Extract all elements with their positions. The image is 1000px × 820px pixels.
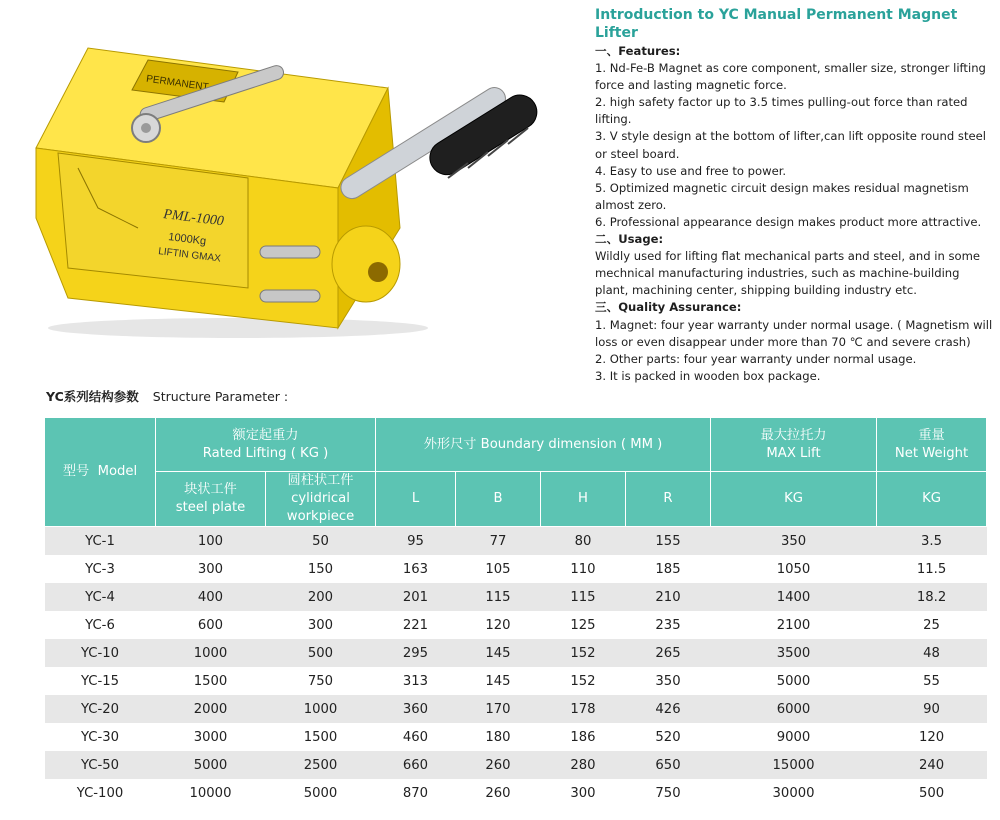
table-cell: 2100 <box>711 611 877 639</box>
table-cell: 120 <box>877 723 987 751</box>
col-header-B: B <box>456 472 541 527</box>
magnet-lifter-image <box>28 28 588 348</box>
table-cell: YC-3 <box>45 555 156 583</box>
table-cell: 30000 <box>711 779 877 807</box>
quality-item: 1. Magnet: four year warranty under normal usage. ( Magnetism will loss or even disappear under more than 70 ℃ and severe crash) <box>595 317 993 349</box>
table-cell: YC-50 <box>45 751 156 779</box>
table-cell: 1000 <box>266 695 376 723</box>
structure-label-en: Structure Parameter : <box>152 389 289 404</box>
table-cell: 5000 <box>266 779 376 807</box>
table-cell: 500 <box>266 639 376 667</box>
table-cell: 180 <box>456 723 541 751</box>
table-cell: YC-1 <box>45 527 156 556</box>
feature-item: 3. V style design at the bottom of lifter,can lift opposite round steel or steel board. <box>595 129 986 161</box>
table-row <box>45 639 987 667</box>
col-header-max-lift: 最大拉托力 MAX Lift <box>711 418 877 472</box>
table-cell: 295 <box>376 639 456 667</box>
table-cell: 1000 <box>156 639 266 667</box>
table-cell: 3.5 <box>877 527 987 556</box>
table-cell: 115 <box>541 583 626 611</box>
table-cell: 80 <box>541 527 626 556</box>
table-cell: 170 <box>456 695 541 723</box>
capacity-label: 1000Kg <box>167 231 207 248</box>
table-cell: 178 <box>541 695 626 723</box>
table-cell: 120 <box>456 611 541 639</box>
table-cell: 2000 <box>156 695 266 723</box>
table-cell: YC-6 <box>45 611 156 639</box>
table-cell: 6000 <box>711 695 877 723</box>
quality-heading: 三、Quality Assurance: <box>595 300 742 315</box>
table-cell: 280 <box>541 751 626 779</box>
table-cell: 10000 <box>156 779 266 807</box>
table-cell: 300 <box>541 779 626 807</box>
table-cell: 350 <box>711 527 877 556</box>
table-cell: 201 <box>376 583 456 611</box>
table-cell: 500 <box>877 779 987 807</box>
table-cell: 1050 <box>711 555 877 583</box>
table-cell: 313 <box>376 667 456 695</box>
table-row <box>45 779 987 807</box>
col-header-H: H <box>541 472 626 527</box>
col-header-R: R <box>626 472 711 527</box>
table-cell: 750 <box>266 667 376 695</box>
table-cell: YC-20 <box>45 695 156 723</box>
table-cell: 1400 <box>711 583 877 611</box>
table-cell: 110 <box>541 555 626 583</box>
structure-parameter-label <box>46 387 288 405</box>
table-cell: 55 <box>877 667 987 695</box>
table-cell: 520 <box>626 723 711 751</box>
table-cell: 185 <box>626 555 711 583</box>
table-cell: 152 <box>541 667 626 695</box>
table-cell: 100 <box>156 527 266 556</box>
table-cell: 260 <box>456 779 541 807</box>
table-cell: 15000 <box>711 751 877 779</box>
table-cell: 221 <box>376 611 456 639</box>
table-cell: 5000 <box>711 667 877 695</box>
table-cell: 260 <box>456 751 541 779</box>
table-cell: 2500 <box>266 751 376 779</box>
col-header-max-unit: KG <box>711 472 877 527</box>
table-cell: 145 <box>456 639 541 667</box>
table-cell: 650 <box>626 751 711 779</box>
table-cell: 210 <box>626 583 711 611</box>
table-cell: 870 <box>376 779 456 807</box>
usage-text: Wildly used for lifting flat mechanical parts and steel, and in some mechnical manufacturing industries, such as machine-building plant, machining center, shipping building industry etc. <box>595 249 981 298</box>
table-cell: 95 <box>376 527 456 556</box>
table-cell: 350 <box>626 667 711 695</box>
feature-item: 6. Professional appearance design makes product more attractive. <box>595 214 982 229</box>
col-header-net-weight: 重量 Net Weight <box>877 418 987 472</box>
table-cell: 163 <box>376 555 456 583</box>
feature-item: 5. Optimized magnetic circuit design makes residual magnetism almost zero. <box>595 180 969 212</box>
table-cell: 5000 <box>156 751 266 779</box>
table-cell: 152 <box>541 639 626 667</box>
table-cell: YC-15 <box>45 667 156 695</box>
table-row <box>45 611 987 639</box>
table-cell: 25 <box>877 611 987 639</box>
table-cell: 426 <box>626 695 711 723</box>
col-header-L: L <box>376 472 456 527</box>
table-cell: 200 <box>266 583 376 611</box>
table-cell: 3000 <box>156 723 266 751</box>
intro-title: Introduction to YC Manual Permanent Magnet Lifter <box>595 7 958 41</box>
table-cell: 125 <box>541 611 626 639</box>
table-cell: 155 <box>626 527 711 556</box>
shaft-boss <box>332 226 400 302</box>
table-cell: 18.2 <box>877 583 987 611</box>
col-header-steel-plate: 块状工件 steel plate <box>156 472 266 527</box>
side-pin-upper <box>260 246 320 258</box>
table-cell: 186 <box>541 723 626 751</box>
col-header-rated-lifting: 额定起重力 Rated Lifting ( KG ) <box>156 418 376 472</box>
feature-item: 4. Easy to use and free to power. <box>595 163 787 178</box>
table-cell: 77 <box>456 527 541 556</box>
table-cell: 460 <box>376 723 456 751</box>
table-cell: YC-100 <box>45 779 156 807</box>
structure-label-cn: YC系列结构参数 <box>46 389 139 404</box>
table-row <box>45 555 987 583</box>
table-cell: 1500 <box>266 723 376 751</box>
side-pin-lower <box>260 290 320 302</box>
table-cell: 150 <box>266 555 376 583</box>
col-header-cylindrical: 圆柱状工件 cylidrical workpiece <box>266 472 376 527</box>
table-row <box>45 751 987 779</box>
table-cell: 48 <box>877 639 987 667</box>
intro-section <box>595 6 995 385</box>
table-cell: YC-10 <box>45 639 156 667</box>
table-cell: 300 <box>266 611 376 639</box>
feature-item: 1. Nd-Fe-B Magnet as core component, smaller size, stronger lifting force and lasting magnetic force. <box>595 61 986 93</box>
table-cell: 11.5 <box>877 555 987 583</box>
col-header-boundary-dimension: 外形尺寸 Boundary dimension ( MM ) <box>376 418 711 472</box>
table-cell: 600 <box>156 611 266 639</box>
usage-heading: 二、Usage: <box>595 232 664 247</box>
table-cell: 115 <box>456 583 541 611</box>
table-cell: 90 <box>877 695 987 723</box>
model-label: PML-1000 <box>162 207 225 230</box>
parameter-table <box>44 417 987 807</box>
table-cell: 145 <box>456 667 541 695</box>
table-row <box>45 723 987 751</box>
table-cell: 9000 <box>711 723 877 751</box>
table-cell: 660 <box>376 751 456 779</box>
table-cell: 3500 <box>711 639 877 667</box>
table-row <box>45 667 987 695</box>
table-cell: 105 <box>456 555 541 583</box>
table-row <box>45 695 987 723</box>
quality-item: 2. Other parts: four year warranty under normal usage. <box>595 351 917 366</box>
table-row <box>45 527 987 556</box>
table-cell: YC-4 <box>45 583 156 611</box>
table-cell: YC-30 <box>45 723 156 751</box>
quality-item: 3. It is packed in wooden box package. <box>595 368 821 383</box>
col-header-model: 型号 Model <box>45 418 156 527</box>
table-cell: 400 <box>156 583 266 611</box>
lift-label: LIFTIN GMAX <box>157 246 222 265</box>
table-cell: 1500 <box>156 667 266 695</box>
features-heading: 一、Features: <box>595 44 681 58</box>
table-cell: 240 <box>877 751 987 779</box>
table-cell: 265 <box>626 639 711 667</box>
top-nameplate-text: PERMANENT <box>145 73 210 94</box>
table-cell: 300 <box>156 555 266 583</box>
table-cell: 235 <box>626 611 711 639</box>
table-cell: 50 <box>266 527 376 556</box>
table-row <box>45 583 987 611</box>
col-header-weight-unit: KG <box>877 472 987 527</box>
feature-item: 2. high safety factor up to 3.5 times pulling-out force than rated lifting. <box>595 95 968 127</box>
table-cell: 360 <box>376 695 456 723</box>
table-cell: 750 <box>626 779 711 807</box>
